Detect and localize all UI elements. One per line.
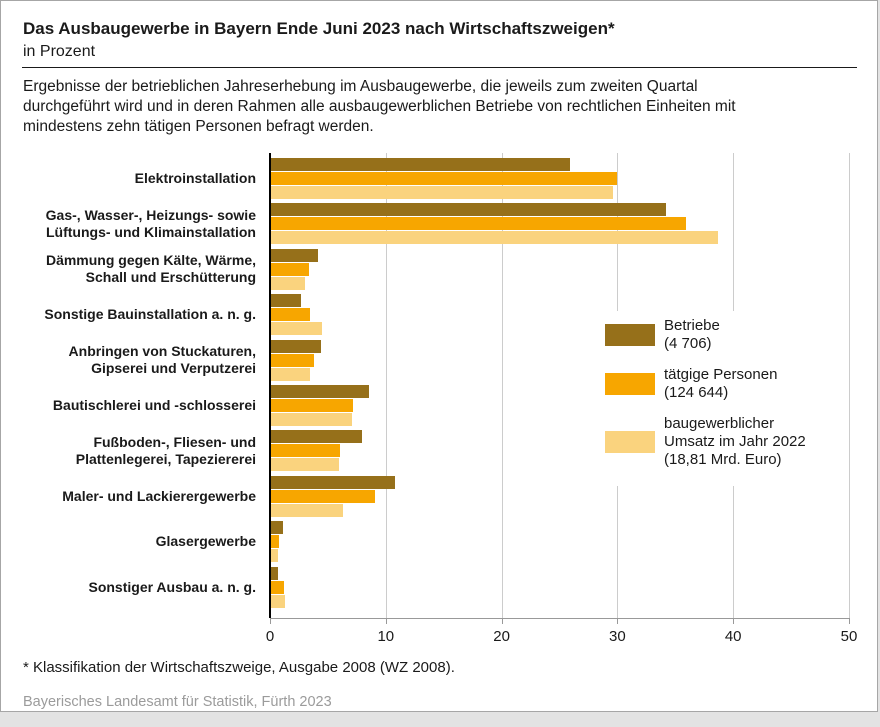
bar-s2-c9: [271, 595, 285, 608]
legend-label-line: (4 706): [664, 335, 712, 352]
x-tick-label-10: 10: [377, 628, 395, 645]
category-label-line: Sonstiger Ausbau a. n. g.: [88, 578, 256, 595]
x-tick-label-20: 20: [493, 628, 510, 645]
bar-s0-c2: [271, 249, 318, 262]
legend-label-line: Betriebe: [664, 317, 720, 334]
category-label-2: [11, 252, 256, 286]
bar-s2-c3: [271, 322, 322, 335]
legend-swatch-2: [605, 431, 655, 453]
x-tick-label-40: 40: [724, 628, 742, 645]
bar-s2-c7: [271, 504, 343, 517]
bar-s1-c5: [271, 399, 353, 412]
legend-label-line: Umsatz im Jahr 2022: [664, 433, 806, 450]
legend-item-2: [605, 415, 846, 469]
chart-description: Ergebnisse der betrieblichen Jahreserhebung im Ausbaugewerbe, die jeweils zum zweiten Quartal durchgeführt wird und in deren Rahmen alle ausbaugewerblichen Betriebe von rechtlichen Einheiten mit mindestens zehn tätigen Personen befragt werden.: [23, 78, 736, 135]
x-tick-label-50: 50: [840, 628, 858, 645]
category-label-line: Gipserei und Verputzerei: [91, 360, 256, 377]
category-label-line: Fußboden-, Fliesen- und: [93, 433, 256, 450]
page-subtitle: in Prozent: [23, 43, 96, 60]
bar-s0-c6: [271, 430, 362, 443]
category-label-0: [11, 170, 256, 187]
category-label-line: Maler- und Lackierergewerbe: [62, 487, 256, 504]
category-label-5: [11, 397, 256, 414]
bar-s1-c9: [271, 581, 284, 594]
legend-swatch-0: [605, 324, 655, 346]
bar-s1-c1: [271, 217, 686, 230]
bar-s1-c4: [271, 354, 314, 367]
x-tick-label-30: 30: [609, 628, 626, 645]
category-label-line: Bautischlerei und -schlosserei: [52, 397, 256, 413]
bar-s1-c7: [271, 490, 375, 503]
bar-s1-c8: [271, 535, 279, 548]
legend-item-1: [605, 366, 846, 402]
bar-s2-c0: [271, 186, 613, 199]
bar-s0-c1: [271, 203, 666, 216]
bar-s0-c3: [271, 294, 301, 307]
category-label-3: [11, 306, 256, 323]
category-label-8: [11, 533, 256, 550]
legend-label-line: baugewerblicher: [664, 415, 775, 432]
bar-s0-c0: [271, 158, 570, 171]
x-tick-label-0: 0: [265, 628, 275, 645]
legend-label-0: [664, 317, 720, 353]
category-label-4: [11, 343, 256, 377]
bar-s1-c3: [271, 308, 310, 321]
bar-s0-c9: [271, 567, 278, 580]
bar-s0-c4: [271, 340, 321, 353]
category-label-line: Glasergewerbe: [155, 533, 256, 550]
category-label-line: Schall und Erschütterung: [85, 269, 256, 286]
bar-s2-c1: [271, 231, 718, 244]
bar-s1-c2: [271, 263, 309, 276]
category-label-6: [11, 434, 256, 468]
category-label-line: Plattenlegerei, Tapeziererei: [75, 450, 256, 467]
bar-s0-c5: [271, 385, 369, 398]
gridline-50: [849, 153, 850, 618]
category-label-line: Elektroinstallation: [134, 170, 256, 186]
category-label-line: Dämmung gegen Kälte, Wärme,: [45, 252, 256, 269]
bar-s0-c7: [271, 476, 395, 489]
chart-legend: [601, 311, 846, 486]
legend-label-line: (18,81 Mrd. Euro): [664, 451, 782, 468]
page-title: Das Ausbaugewerbe in Bayern Ende Juni 2023 nach Wirtschaftszweigen*: [23, 19, 615, 38]
category-label-7: [11, 488, 256, 505]
bar-s2-c5: [271, 413, 352, 426]
bar-s2-c6: [271, 458, 339, 471]
bar-s0-c8: [271, 521, 283, 534]
footnote: * Klassifikation der Wirtschaftszweige, Ausgabe 2008 (WZ 2008).: [23, 659, 455, 676]
bar-s2-c4: [271, 368, 310, 381]
bar-s1-c6: [271, 444, 340, 457]
bar-s2-c8: [271, 549, 278, 562]
legend-label-line: (124 644): [664, 384, 729, 401]
legend-item-0: [605, 317, 846, 353]
bar-s2-c2: [271, 277, 305, 290]
category-label-line: Sonstige Bauinstallation a. n. g.: [44, 306, 256, 323]
legend-label-line: tätgige Personen: [664, 366, 778, 383]
category-label-1: [11, 207, 256, 241]
category-label-line: Gas-, Wasser-, Heizungs- sowie: [45, 206, 256, 223]
category-label-line: Anbringen von Stuckaturen,: [68, 343, 256, 360]
source-line: Bayerisches Landesamt für Statistik, Fürth 2023: [23, 694, 332, 710]
x-axis: [270, 618, 849, 619]
category-label-9: [11, 579, 256, 596]
category-label-line: Lüftungs- und Klimainstallation: [46, 223, 256, 240]
legend-swatch-1: [605, 373, 655, 395]
x-tick-50: [849, 618, 850, 624]
legend-label-2: [664, 415, 806, 469]
legend-label-1: [664, 366, 777, 402]
bar-s1-c0: [271, 172, 617, 185]
